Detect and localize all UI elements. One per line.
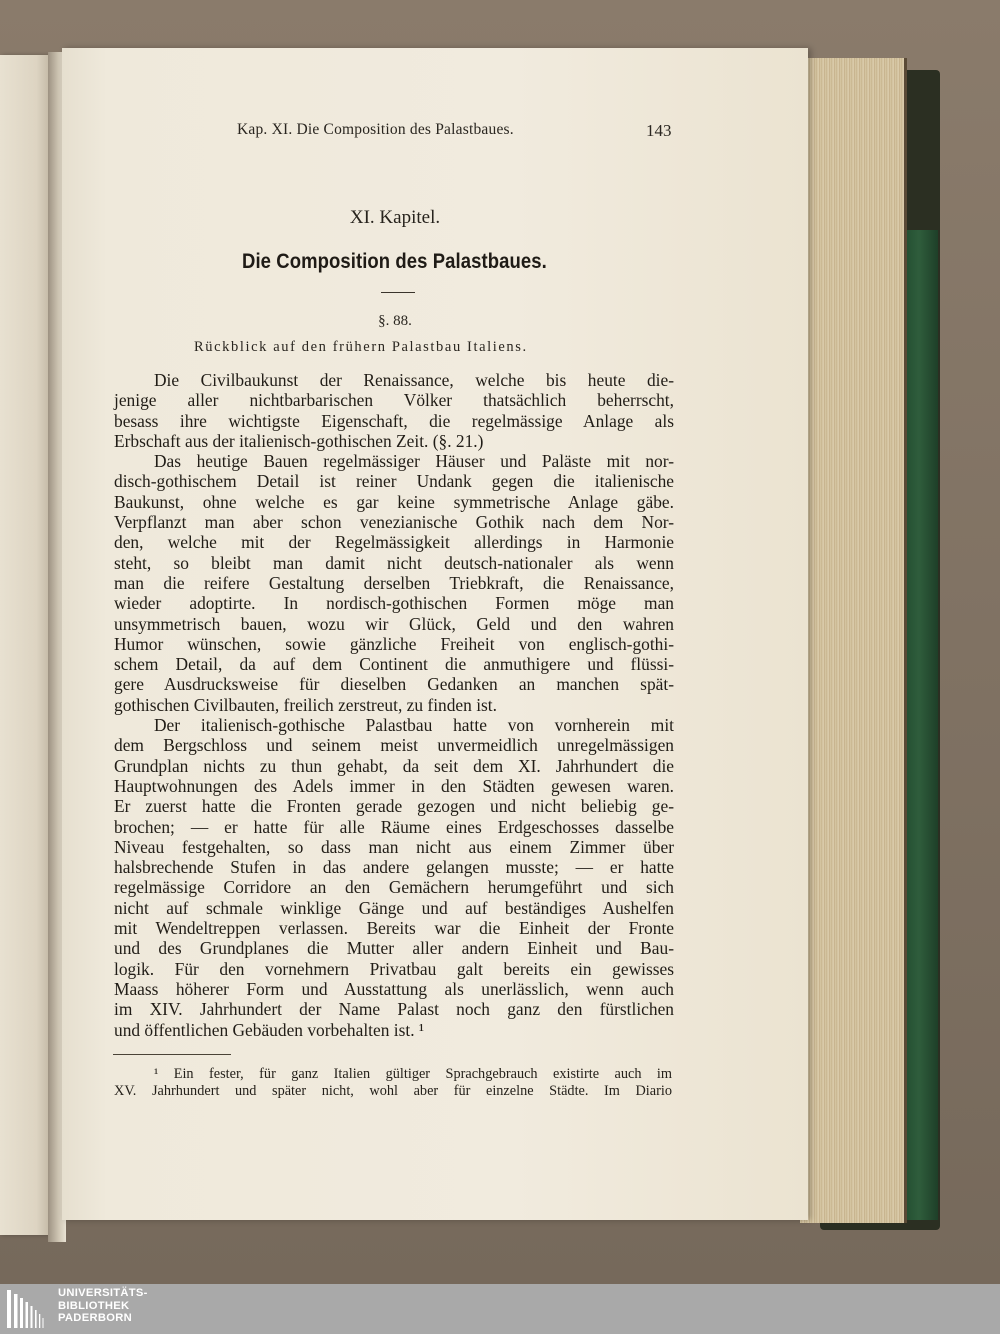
text-line: wieder adoptirte. In nordisch-gothischen Formen möge man: [114, 593, 674, 614]
library-name: [58, 1287, 148, 1325]
footnotes: [114, 1066, 672, 1100]
page-number: 143: [646, 121, 672, 140]
text-line: brochen; — er hatte für alle Räume eines Erdgeschosses dasselbe: [114, 816, 674, 837]
chapter-label: XI. Kapitel.: [349, 207, 441, 228]
text-line: gere Ausdrucksweise für dieselben Gedanken an manchen spät-: [114, 674, 674, 695]
text-line: regelmässige Corridore an den Gemächern herumgeführt und sich: [114, 877, 674, 898]
text-line: jenige aller nichtbarbarischen Völker thatsächlich beherrscht,: [114, 390, 674, 411]
left-page-edge: [0, 55, 52, 1235]
text-line: Das heutige Bauen regelmässiger Häuser und Paläste mit nor-: [154, 451, 674, 472]
text-line: Verpflanzt man aber schon venezianische Gothik nach dem Nor-: [114, 512, 674, 533]
text-line: den, welche mit der Regelmässigkeit allerdings in Harmonie: [114, 532, 674, 553]
footnote-rule: [113, 1054, 231, 1055]
text-line: und öffentlichen Gebäuden vorbehalten ist. ¹: [114, 1019, 425, 1040]
library-footer-bar: [0, 1284, 1000, 1334]
text-line: Maass höherer Form und Ausstattung als unerlässlich, wenn auch: [114, 978, 674, 999]
text-line: Humor wünschen, sowie gänzliche Freiheit von englisch-gothi-: [114, 633, 674, 654]
text-line: Baukunst, ohne welche es gar keine symmetrische Anlage gäbe.: [114, 491, 674, 512]
text-line: besass ihre wichtigste Eigenschaft, die regelmässige Anlage als: [114, 410, 674, 431]
running-head: Kap. XI. Die Composition des Palastbaues.: [237, 121, 514, 138]
text-line: mit Wendeltreppen verlassen. Bereits war die Einheit der Fronte: [114, 918, 674, 939]
library-name-line: BIBLIOTHEK: [58, 1299, 130, 1312]
text-line: Erbschaft aus der italienisch-gothischen Zeit. (§. 21.): [114, 430, 484, 451]
text-line: Die Civilbaukunst der Renaissance, welche bis heute die-: [154, 370, 674, 390]
text-line: disch-gothischem Detail ist reiner Undank gegen die italienische: [114, 471, 674, 492]
library-name-line: UNIVERSITÄTS-: [58, 1287, 148, 1299]
chapter-title: Die Composition des Palastbaues.: [242, 249, 547, 273]
text-line: unsymmetrisch bauen, wozu wir Glück, Geld und den wahren: [114, 613, 674, 634]
text-line: schem Detail, da auf dem Continent die anmuthigere und flüssi-: [114, 654, 674, 675]
library-logo-icon: [6, 1288, 50, 1330]
body-text: [114, 370, 674, 1040]
section-number: §. 88.: [378, 313, 412, 329]
text-line: Hauptwohnungen des Adels immer in den Städten gewesen waren.: [114, 775, 674, 796]
text-line: und des Grundplanes die Mutter aller andern Einheit und Bau-: [114, 938, 674, 959]
text-line: dem Bergschloss und seinem meist unvermeidlich unregelmässigen: [114, 735, 674, 756]
footnote-line: ¹ Ein fester, für ganz Italien gültiger Sprachgebrauch existirte auch im: [154, 1066, 672, 1082]
text-line: nicht auf schmale winklige Gänge und auf beständiges Aushelfen: [114, 897, 674, 918]
text-line: Grundplan nichts zu thun gehabt, da seit dem XI. Jahrhundert die: [114, 755, 674, 776]
page-edges: [800, 58, 907, 1223]
text-line: Der italienisch-gothische Palastbau hatte von vornherein mit: [154, 715, 674, 736]
text-line: Niveau festgehalten, so dass man nicht aus einem Zimmer über: [114, 836, 674, 857]
text-line: im XIV. Jahrhundert der Name Palast noch ganz den fürstlichen: [114, 999, 674, 1020]
library-name-line: PADERBORN: [58, 1312, 132, 1324]
text-line: logik. Für den vornehmern Privatbau galt bereits ein gewisses: [114, 958, 674, 979]
text-line: steht, so bleibt man damit nicht deutsch-nationaler als wenn: [114, 552, 674, 573]
text-line: Er zuerst hatte die Fronten gerade gezogen und nicht beliebig ge-: [114, 796, 674, 817]
title-rule: [381, 292, 415, 293]
text-line: halsbrechende Stufen in das andere gelangen musste; — er hatte: [114, 857, 674, 878]
text-line: man die reifere Gestaltung derselben Triebkraft, die Renaissance,: [114, 572, 674, 593]
text-line: gothischen Civilbauten, freilich zerstreut, zu finden ist.: [114, 694, 497, 715]
section-subtitle: Rückblick auf den frühern Palastbau Italiens.: [194, 339, 528, 355]
footnote-line: XV. Jahrhundert und später nicht, wohl aber für einzelne Städte. Im Diario: [114, 1083, 672, 1099]
